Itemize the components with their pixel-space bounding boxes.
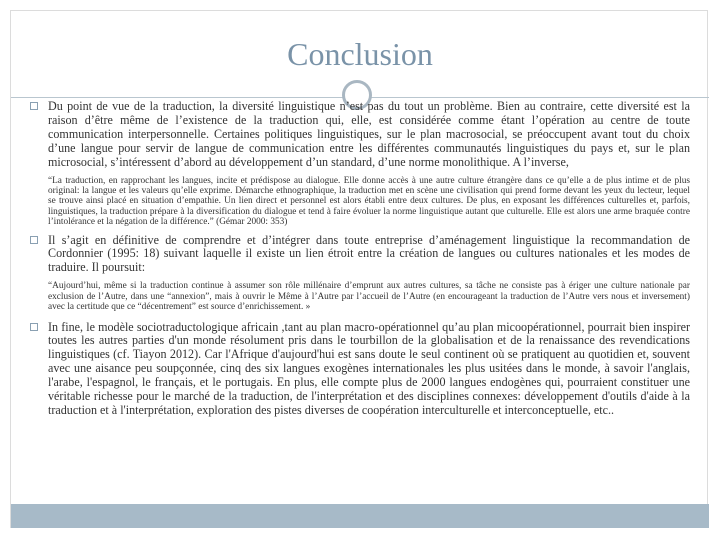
bullet-item (30, 100, 690, 170)
bullet-text: In fine, le modèle sociotraductologique africain ,tant au plan macro-opérationnel qu’au plan micoopérationnel, pourrait bien inspirer toutes les autres parties d'un monde résolument pris dans le tourbillon de la globalisation et de la renaissance des revendications linguistiques (cf. Tiayon 2012). Car l'Afrique d'aujourd'hui est sans doute le seul continent où se pratiquent au quotidien et, souvent avec une aisance peu soupçonnée, cinq des six langues exogènes internationales les plus usitées dans le monde, à savoir l'anglais, l'arabe, l'espagnol, le français, et le portugais. En plus, elle compte plus de 2000 langues endogènes qui, pourraient constituer une véritable richesse pour le marché de la traduction, de l'interprétation et des disciplines connexes: développement d'outils d'aide à la traduction et à l'interprétation, exploration des pistes diverses de coopération interculturelle et interconceptuelle, etc.. (48, 319, 690, 417)
bullet-text: Il s’agit en définitive de comprendre et d’intégrer dans toute entreprise d’aménagement linguistique la recommandation de Cordonnier (1995: 18) suivant laquelle il existe un lien étroit entre la création de langues ou cultures nationales et les modes de traduire. Il poursuit: (48, 232, 690, 275)
footer-bar (11, 504, 709, 528)
slide-title: Conclusion (287, 36, 433, 72)
block-quote: “Aujourd’hui, même si la traduction continue à assumer son rôle millénaire d’emprunt aux autres cultures, sa tâche ne consiste pas à ériger une culture nationale par exclusion de l’Autre, dans une “annexion”, mais à ouvrir le Même à l’Autre par l’accueil de l’Autre (en encourageant la traduction de l’Autre vers nous et inversement) avec la certitude que ce “décentrement” est source d’enrichissement. » (48, 281, 690, 313)
bullet-text: Du point de vue de la traduction, la diversité linguistique n’est pas du tout un problème. Bien au contraire, cette diversité est la raison d’être même de l’existence de la traduction qui, elle, est considérée comme étant l’opération au centre de toute communication interpersonnelle. Certaines politiques linguistiques, sur le plan macrosocial, se préoccupent avant tout du choix d’une langue pour servir de langue de communication entre les différentes communautés linguistiques du pays et, sur le plan microsocial, s’intéressent d’abord au développement d’un standard, d’une norme monolithique. A l’inverse, (48, 99, 690, 169)
block-quote: “La traduction, en rapprochant les langues, incite et prédispose au dialogue. Elle donne accès à une autre culture étrangère dans ce qu’elle a de plus intime et de plus original: la langue et les valeurs qu’elle exprime. Démarche ethnographique, la traduction met en scène une civilisation qui prend forme devant les yeux du lecteur, lequel se trouve ainsi placé en situation d’empathie. Un lien direct et personnel est alors établi entre deux cultures. De plus, en exposant les différences culturelles et, parfois, linguistiques, la traduction prépare à la diversification du dialogue et tend à faire évoluer la norme linguistique autant que culturelle. Elle est alors une arme braquée contre l’intolérance et la négation de la différence.” (Gémar 2000: 353) (48, 175, 690, 228)
bullet-square-icon (30, 236, 38, 244)
bullet-square-icon (30, 102, 38, 110)
bullet-item (30, 321, 690, 418)
bullet-item (30, 234, 690, 276)
bullet-square-icon (30, 323, 38, 331)
slide-content (30, 100, 690, 418)
